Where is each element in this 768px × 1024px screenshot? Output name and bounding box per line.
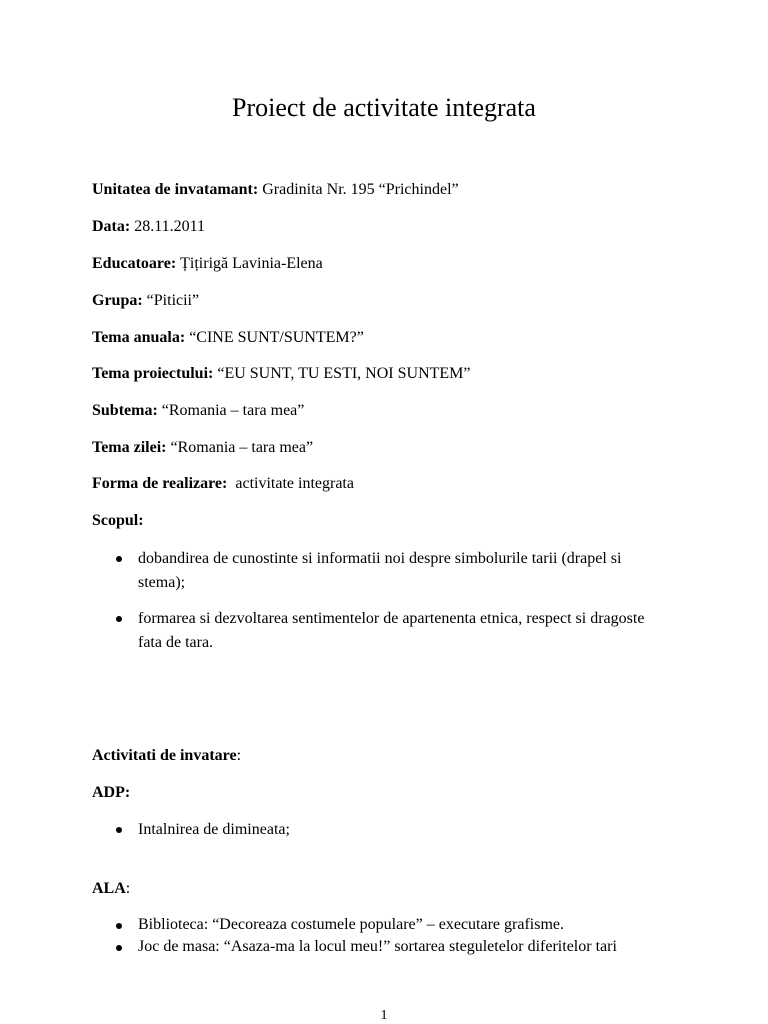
field-value: Țițirigă Lavinia-Elena — [176, 255, 323, 272]
list-item — [92, 914, 692, 936]
list-item-text: formarea si dezvoltarea sentimentelor de apartenenta etnica, respect si dragoste fata de tara. — [138, 610, 645, 651]
field-label: Unitatea de invatamant: — [92, 181, 259, 198]
field-subtema — [92, 401, 304, 421]
list-item — [92, 547, 670, 595]
field-label: Grupa: — [92, 292, 143, 309]
bullet-icon — [116, 616, 122, 622]
field-scopul — [92, 511, 144, 531]
field-value: “EU SUNT, TU ESTI, NOI SUNTEM” — [213, 365, 471, 382]
field-label: Subtema: — [92, 402, 158, 419]
field-value: “Piticii” — [142, 292, 200, 309]
field-label: Forma de realizare: — [92, 475, 228, 492]
list-item — [92, 607, 670, 655]
field-forma-de-realizare — [92, 474, 354, 494]
page-number: 1 — [380, 1008, 388, 1023]
document-title: Proiect de activitate integrata — [232, 93, 536, 122]
bullet-icon — [116, 945, 122, 951]
field-label: Tema proiectului: — [92, 365, 214, 382]
list-item — [92, 936, 678, 958]
ala-list — [92, 914, 692, 958]
bullet-icon — [116, 556, 122, 562]
section-suffix: : — [125, 880, 131, 897]
field-label: Educatoare: — [92, 255, 177, 272]
field-value: Gradinita Nr. 195 “Prichindel” — [258, 181, 459, 198]
field-value: “Romania – tara mea” — [157, 402, 305, 419]
field-label: Scopul: — [92, 512, 144, 529]
bullet-icon — [116, 827, 122, 833]
adp-list — [92, 818, 692, 842]
section-label: ALA — [92, 880, 126, 897]
list-item-text: Biblioteca: “Decoreaza costumele populare” – executare grafisme. — [138, 916, 564, 933]
field-grupa — [92, 291, 199, 311]
list-item-text: Joc de masa: “Asaza-ma la locul meu!” sortarea steguletelor diferitelor tari — [138, 938, 617, 955]
field-label: Data: — [92, 218, 131, 235]
section-adp — [92, 783, 130, 803]
field-tema-zilei — [92, 438, 313, 458]
field-value: activitate integrata — [227, 475, 354, 492]
list-item — [92, 818, 692, 842]
scopul-list — [92, 547, 692, 655]
bullet-icon — [116, 923, 122, 929]
list-item-text: Intalnirea de dimineata; — [138, 821, 290, 838]
section-label: Activitati de invatare — [92, 747, 237, 764]
section-suffix: : — [236, 747, 242, 764]
field-value: “Romania – tara mea” — [166, 439, 314, 456]
field-value: “CINE SUNT/SUNTEM?” — [185, 329, 364, 346]
field-label: Tema zilei: — [92, 439, 167, 456]
section-ala — [92, 879, 130, 899]
field-tema-proiectului — [92, 364, 471, 384]
field-value: 28.11.2011 — [130, 218, 206, 235]
field-data — [92, 217, 205, 237]
section-label: ADP: — [92, 784, 131, 801]
section-activitati — [92, 746, 241, 766]
field-unitatea — [92, 180, 459, 200]
field-tema-anuala — [92, 328, 364, 348]
field-educatoare — [92, 254, 323, 274]
list-item-text: dobandirea de cunostinte si informatii noi despre simbolurile tarii (drapel si stema); — [138, 550, 622, 591]
field-label: Tema anuala: — [92, 329, 186, 346]
